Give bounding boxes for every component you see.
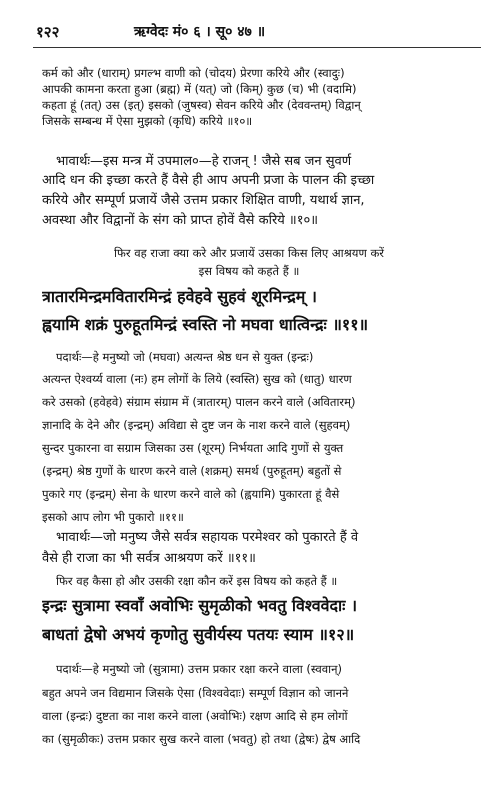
section-intro-line: इस विषय को कहते हैं ॥ [198, 264, 300, 278]
padarth-line: करे उसको (हवेहवे) संग्राम संग्राम में (त्रातारम्) पालन करने वाले (अवितारम्) [42, 395, 356, 409]
bhavarth-line: अवस्था और विद्वानों के संग को प्राप्त होवें वैसे करिये ॥१०॥ [42, 213, 319, 228]
header-rule [33, 47, 481, 48]
padarth-line: पदार्थः—हे मनुष्यो जो (मघवा) अत्यन्त श्रेष्ठ धन से युक्त (इन्द्रः) [56, 350, 314, 364]
padarth-line: अत्यन्त ऐश्वर्य्य वाला (नः) हम लोगों के लिये (स्वस्ति) सुख को (धातु) धारण [42, 372, 352, 386]
text-line: कहता हूं (तत्) उस (इत्) इसको (जुषस्व) सेवन करिये और (देववन्तम्) विद्वान् [42, 98, 361, 112]
text-line: कर्म को और (धाराम्) प्रगल्भ वाणी को (चोदय) प्रेरणा करिये और (स्वादुः) [42, 66, 345, 80]
padarth-line: सुन्दर पुकारना वा सग्राम जिसका उस (शूरम्) निर्भयता आदि गुणों से युक्त [42, 441, 344, 455]
section-intro-line: फिर वह कैसा हो और उसकी रक्षा कौन करें इस विषय को कहते हैं ॥ [56, 574, 338, 588]
section-intro-line: फिर वह राजा क्या करे और प्रजायें उसका किस लिए आश्रयण करें [113, 246, 384, 260]
bhavarth-line: करिये और सम्पूर्ण प्रजायें जैसे उत्तम प्रकार शिक्षित वाणी, यथार्थ ज्ञान, [42, 193, 365, 208]
text-line: जिसके सम्बन्ध में ऐसा मुझको (कृधि) करिये ॥१०॥ [42, 114, 253, 128]
padarth-line: पदार्थः—हे मनुष्यो जो (सुत्रामा) उत्तम प्रकार रक्षा करने वाला (स्ववान्) [56, 662, 342, 676]
padarth-line: का (सुमृळीकः) उत्तम प्रकार सुख करने वाला (भवतु) हो तथा (द्वेषः) द्वेष आदि [42, 732, 361, 746]
padarth-line: (इन्द्रम्) श्रेष्ठ गुणों के धारण करने वाले (शक्रम्) समर्थ (पुरुहूतम्) बहुतों से [42, 464, 342, 478]
running-title: ऋग्वेदः मं० ६ । सू० ४७ ॥ [134, 24, 266, 40]
padarth-line: पुकारे गए (इन्द्रम्) सेना के धारण करने वाले को (ह्वयामि) पुकारता हूं वैसे [42, 487, 340, 501]
padarth-line: इसको आप लोग भी पुकारो ॥११॥ [42, 510, 184, 524]
mantra-line: त्रातारमिन्द्रमवितारमिन्द्रं हवेहवे सुहवं शूरमिन्द्रम् । [42, 287, 317, 306]
bhavarth-line: भावार्थः—इस मन्त्र में उपमाल०—हे राजन् ! जैसे सब जन सुवर्ण [56, 154, 352, 169]
mantra-line: इन्द्रः सुत्रामा स्ववाँ अवोभिः सुमृळीको भवतु विश्ववेदाः । [42, 596, 358, 615]
padarth-line: बहुत अपने जन विद्यमान जिसके ऐसा (विश्ववेदाः) सम्पूर्ण विज्ञान को जानने [42, 686, 349, 700]
page-number: १२२ [36, 23, 60, 41]
padarth-line: वाला (इन्द्रः) दुष्टता का नाश करने वाला (अवोभिः) रक्षण आदि से हम लोगों [42, 709, 348, 723]
mantra-line: ह्वयामि शक्रं पुरुहूतमिन्द्रं स्वस्ति नो मघवा धात्विन्द्रः ॥११॥ [42, 315, 369, 334]
padarth-line: ज्ञानादि के देने और (इन्द्रम्) अविद्या से दुष्ट जन के नाश करने वाले (सुहवम्) [42, 418, 351, 432]
text-line: आपकी कामना करता हुआ (ब्रह्म) में (यत्) जो (किम्) कुछ (च) भी (वदामि) [42, 82, 357, 96]
bhavarth-line: आदि धन की इच्छा करते हैं वैसे ही आप अपनी प्रजा के पालन की इच्छा [42, 173, 375, 188]
bhavarth-line: वैसे ही राजा का भी सर्वत्र आश्रयण करें ॥११॥ [42, 551, 256, 566]
bhavarth-line: भावार्थः—जो मनुष्य जैसे सर्वत्र सहायक परमेश्वर को पुकारते हैं वे [56, 530, 359, 545]
page-header [0, 22, 498, 44]
mantra-line: बाधतां द्वेषो अभयं कृणोतु सुवीर्यस्य पतयः स्याम ॥१२॥ [42, 625, 355, 644]
